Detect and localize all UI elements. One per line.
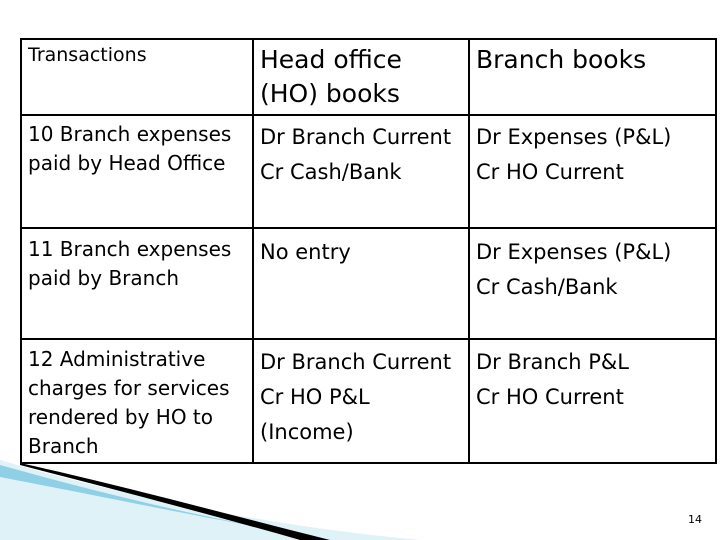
- header-ho-books: Head office (HO) books: [253, 39, 469, 115]
- transaction-cell: 10 Branch expenses paid by Head Office: [21, 115, 253, 228]
- ho-entry-cell: Dr Branch Current Cr HO P&L (Income): [253, 339, 469, 463]
- wave-light: [0, 460, 420, 540]
- ho-entry-cell: No entry: [253, 228, 469, 339]
- page-number: 14: [688, 513, 702, 526]
- branch-entry-cell: Dr Expenses (P&L) Cr HO Current: [469, 115, 716, 228]
- table-row: [21, 115, 716, 228]
- transaction-cell: 12 Administrative charges for services rendered by HO to Branch: [21, 339, 253, 463]
- ho-entry-cell: Dr Branch Current Cr Cash/Bank: [253, 115, 469, 228]
- header-transactions: Transactions: [21, 39, 253, 115]
- branch-entry-cell: Dr Branch P&L Cr HO Current: [469, 339, 716, 463]
- table-row: [21, 339, 716, 463]
- branch-entry-cell: Dr Expenses (P&L) Cr Cash/Bank: [469, 228, 716, 339]
- header-row: [21, 39, 716, 115]
- wave-decoration: [0, 455, 720, 540]
- header-branch-books: Branch books: [469, 39, 716, 115]
- transaction-cell: 11 Branch expenses paid by Branch: [21, 228, 253, 339]
- transactions-table: [20, 38, 717, 464]
- table-row: [21, 228, 716, 339]
